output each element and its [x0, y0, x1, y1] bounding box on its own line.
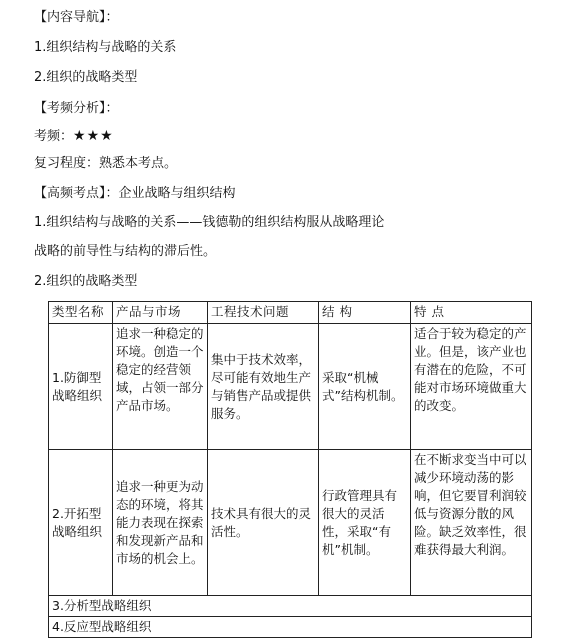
keypoint-heading: 【高频考点】：企业战略与组织结构 — [34, 186, 236, 201]
keypoint-line-1: 1.组织结构与战略的关系——钱德勒的组织结构服从战略理论 — [34, 215, 385, 230]
frequency-stars: ★★★ — [73, 128, 114, 144]
row-structure: 采取“机械式”结构机制。 — [319, 324, 411, 450]
nav-item-1: 1.组织结构与战略的关系 — [34, 40, 177, 55]
analysis-heading: 【考频分析】： — [34, 101, 119, 116]
keypoint-line-2: 战略的前导性与结构的滞后性。 — [34, 244, 217, 259]
header-tech: 工程技术问题 — [208, 302, 319, 324]
row-analyzer-type: 3.分析型战略组织 — [49, 596, 532, 617]
header-feature: 特 点 — [411, 302, 532, 324]
header-structure: 结 构 — [319, 302, 411, 324]
strategy-type-table — [48, 301, 532, 638]
table-row — [49, 450, 532, 596]
table-header-row — [49, 302, 532, 324]
row-tech: 集中于技术效率，尽可能有效地生产与销售产品或提供服务。 — [208, 324, 319, 450]
nav-item-2: 2.组织的战略类型 — [34, 70, 138, 85]
row-feature: 适合于较为稳定的产业。但是，该产业也有潜在的危险，不可能对市场环境做重大的改变。 — [411, 324, 532, 450]
header-product-market: 产品与市场 — [113, 302, 208, 324]
table-row — [49, 324, 532, 450]
row-structure: 行政管理具有很大的灵活性，采取“有机”机制。 — [319, 450, 411, 596]
keypoint-line-3: 2.组织的战略类型 — [34, 274, 138, 289]
header-type-name: 类型名称 — [49, 302, 113, 324]
table-row — [49, 596, 532, 617]
table-row — [49, 617, 532, 638]
row-product-market: 追求一种稳定的环境。创造一个稳定的经营领域，占领一部分产品市场。 — [113, 324, 208, 450]
nav-heading: 【内容导航】： — [34, 10, 119, 25]
row-feature: 在不断求变当中可以减少环境动荡的影响，但它要冒利润较低与资源分散的风险。缺乏效率性，很难获得最大利润。 — [411, 450, 532, 596]
frequency-label: 考频： — [34, 129, 74, 144]
row-type-name: 2.开拓型战略组织 — [49, 450, 113, 596]
review-level: 复习程度：熟悉本考点。 — [34, 156, 178, 171]
row-product-market: 追求一种更为动态的环境，将其能力表现在探索和发现新产品和市场的机会上。 — [113, 450, 208, 596]
row-reactor-type: 4.反应型战略组织 — [49, 617, 532, 638]
row-tech: 技术具有很大的灵活性。 — [208, 450, 319, 596]
frequency-line — [34, 128, 114, 145]
row-type-name: 1.防御型战略组织 — [49, 324, 113, 450]
